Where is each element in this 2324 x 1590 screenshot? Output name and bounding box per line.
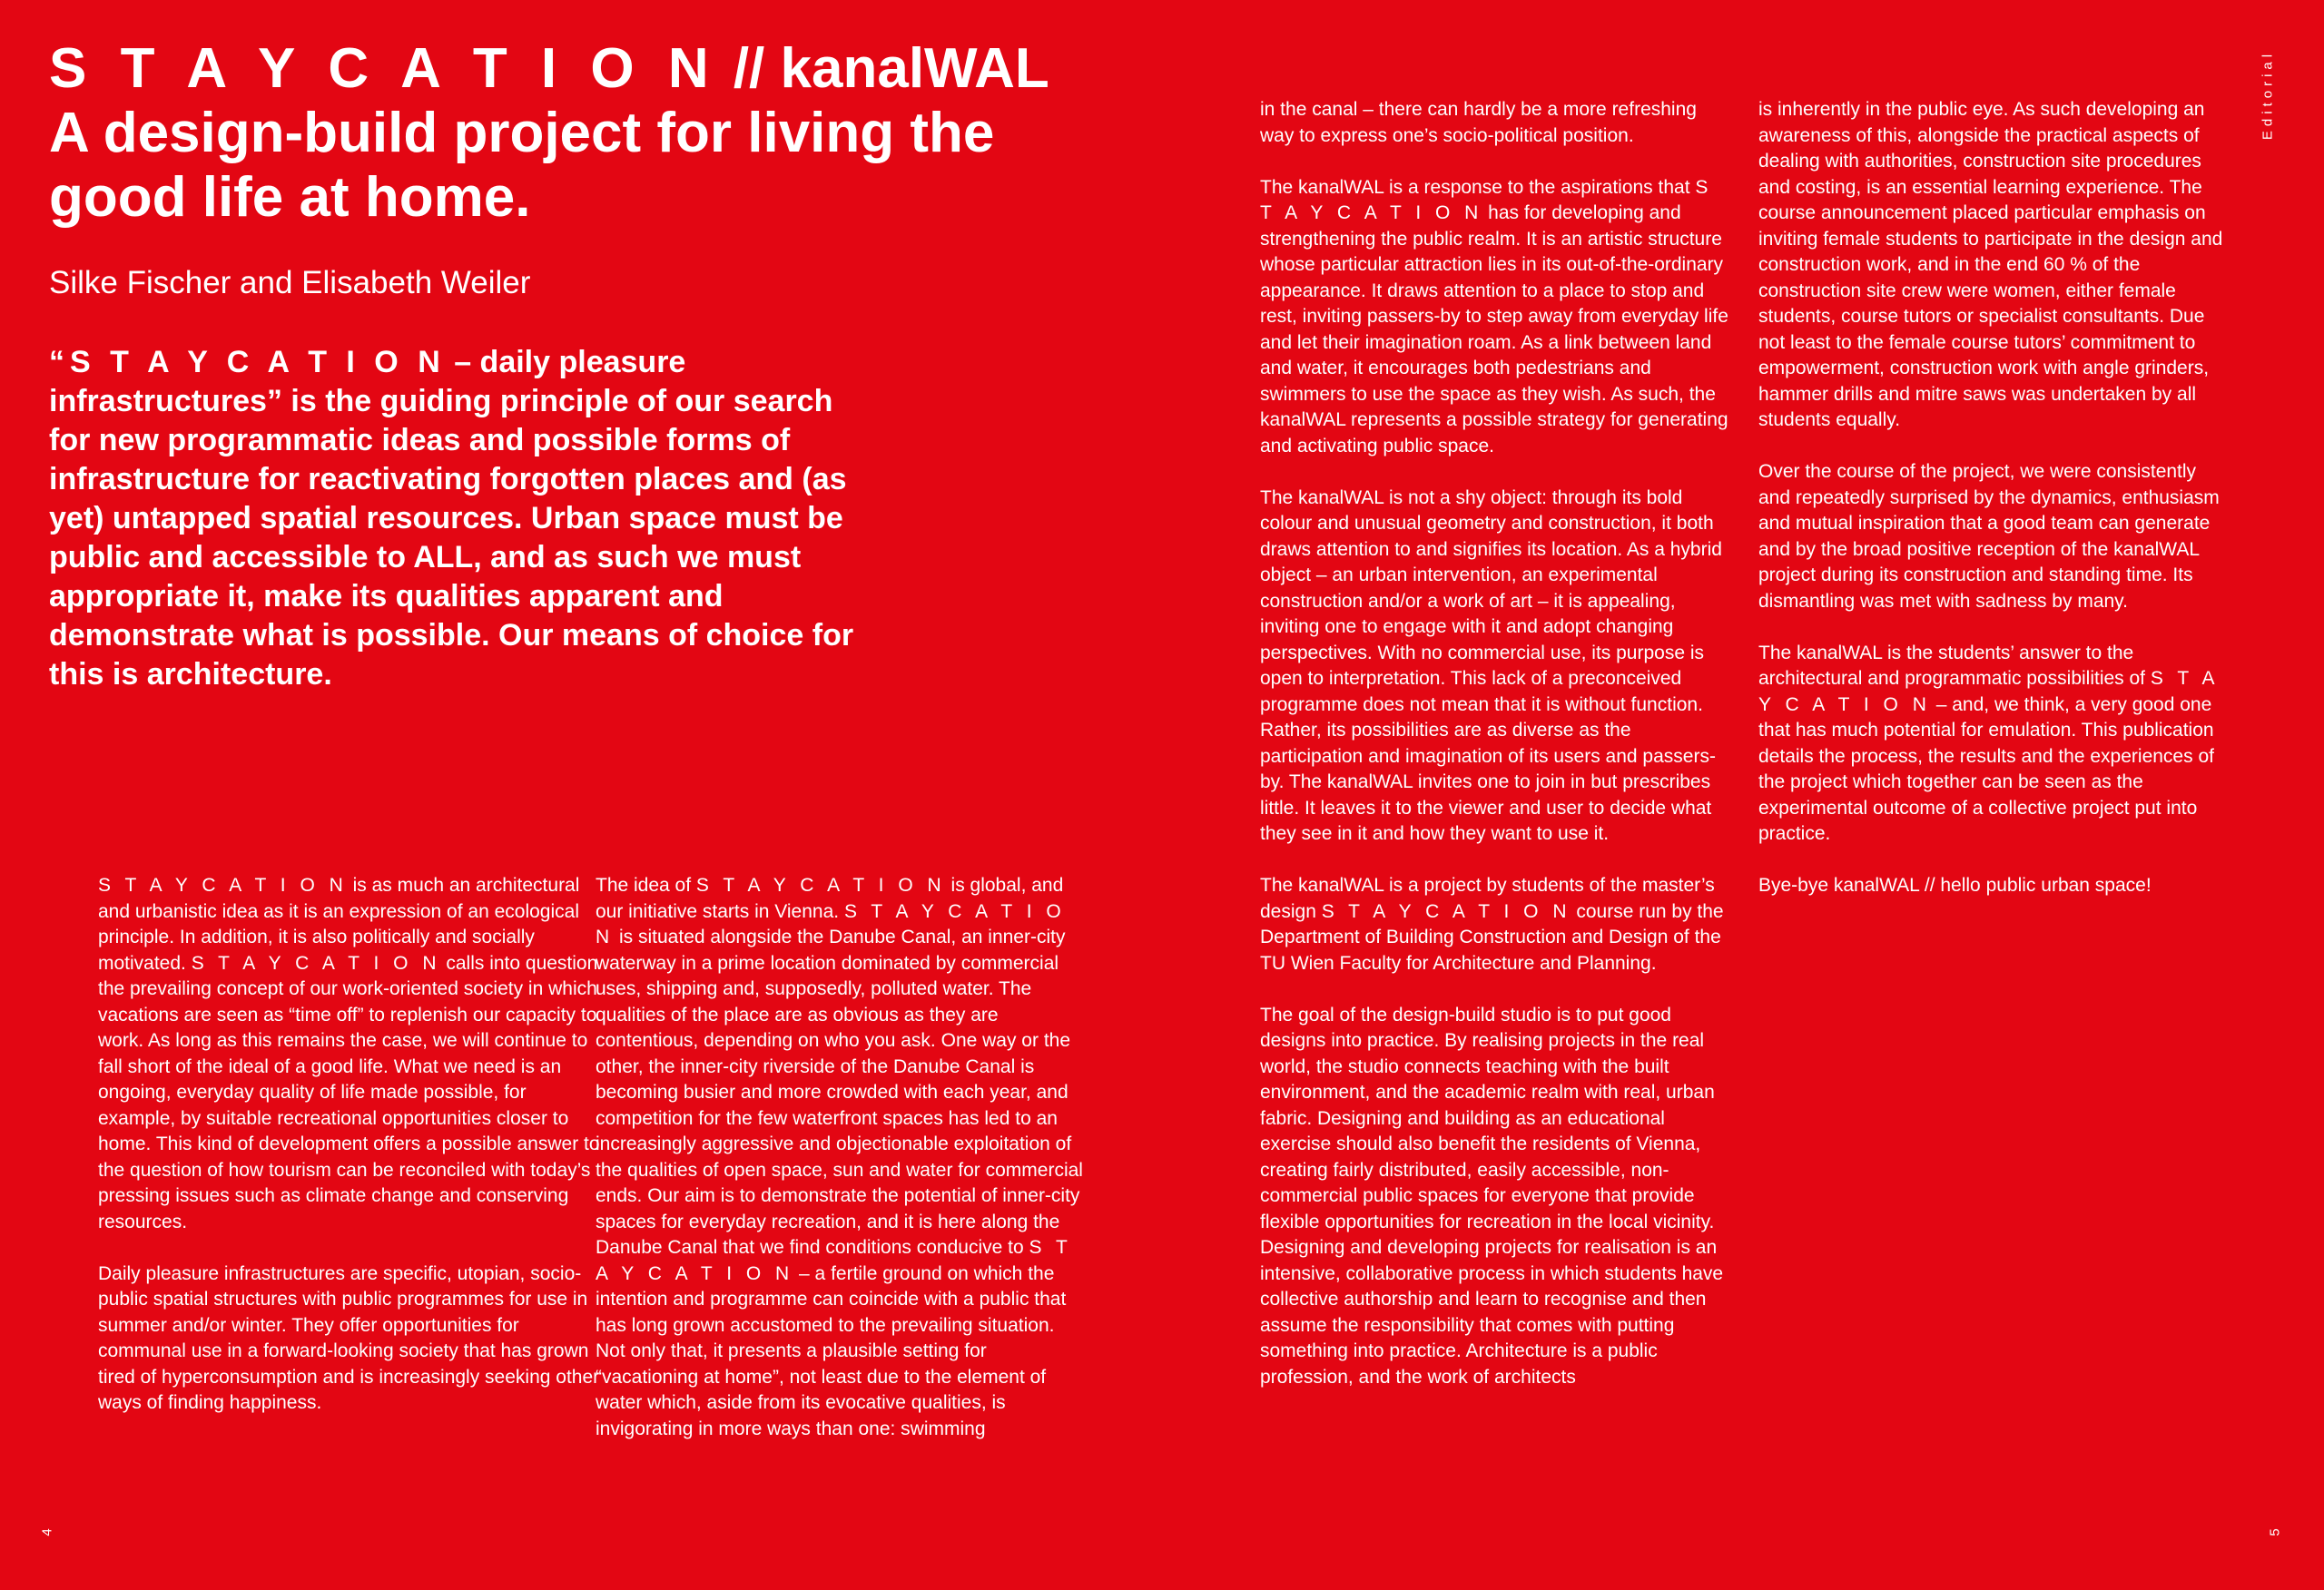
paragraph: The kanalWAL is not a shy object: through its bold colour and unusual geometry and construction, it both draws attention to and signifies its location. As a hybrid object – an urban intervention, an experimental construction and/or a work of art – it is appealing, inviting one to engage with it and adopt changing perspectives. With no commercial use, its purpose is open to interpretation. This lack of a preconceived programme does not mean that it is without function. Rather, its possibilities are as diverse as the participation and imagination of its users and passers-by. The kanalWAL invites one to join in but prescribes little. It leaves it to the viewer and user to decide what they see in it and how they want to use it. [1260,486,1722,844]
lead-staycation: “S T A Y C A T I O N [49,345,446,379]
body-column-3 [1260,97,1732,1390]
paragraph: is inherently in the public eye. As such developing an awareness of this, alongside the practical aspects of dealing with authorities, construction site procedures and costing, is an essential learning experience. The course announcement placed particular emphasis on inviting female students to participate in the design and construction work, and in the end 60 % of the construction site crew were women, either female students, course tutors or specialist consultants. Due not least to the female course tutors’ commitment to empowerment, construction work with angle grinders, hammer drills and mitre saws was undertaken by all students equally. [1758,99,2223,430]
text-run: The idea of [596,875,696,896]
paragraph: The goal of the design-build studio is to put good designs into practice. By realising projects in the real world, the studio connects teaching with the built environment, and the academic realm with real, urban fabric. Designing and building as an educational exercise should also benefit the residents of Vienna, creating fairly distributed, easily accessible, non-commercial public spaces for everyone that provide flexible opportunities for recreation in the local vicinity. Designing and developing projects for realisation is an intensive, collaborative process in which students have collective authorship and learn to recognise and then assume the responsibility that comes with putting something into practice. Architecture is a public profession, and the work of architects [1260,1004,1724,1388]
authors-byline: Silke Fischer and Elisabeth Weiler [49,265,531,300]
text-run: is situated alongside the Danube Canal, an inner-city waterway in a prime location dominated by commercial uses, shipping and, supposedly, polluted water. The qualities of the place are as obvious as they are contentious, depending on who you ask. One way or the other, the inner-city riverside of the Danube Canal is becoming busier and more crowded with each year, and competition for the few waterfront spaces has led to an increasingly aggressive and objectionable exploitation of the qualities of open space, sun and water for commercial ends. Our aim is to demonstrate the potential of inner-city spaces for everyday recreation, and it is here along the Danube Canal that we find conditions conducive to [596,927,1083,1258]
title-subtitle: A design-build project for living the good life at home. [49,102,995,229]
staycation-word: S T A Y C A T I O N [596,1237,1072,1284]
body-column-2 [596,873,1086,1442]
paragraph [596,873,1086,1442]
article-title [49,36,1093,230]
title-kanalwal: // kanalWAL [717,37,1049,100]
paragraph: Bye-bye kanalWAL // hello public urban space! [1758,875,2152,896]
text-run: The kanalWAL is a response to the aspirations that [1260,176,1696,198]
paragraph [1758,641,2230,848]
section-runner: Editorial [2260,49,2276,141]
staycation-word: S T A Y C A T I O N [596,900,1066,947]
staycation-word: S T A Y C A T I O N [191,952,441,974]
staycation-word: S T A Y C A T I O N [1321,900,1571,922]
body-column-1 [98,873,606,1417]
staycation-word: S T A Y C A T I O N [1758,668,2219,715]
title-staycation: S T A Y C A T I O N [49,37,718,100]
paragraph [1260,175,1732,460]
body-column-4 [1758,97,2230,899]
lead-text: – daily pleasure infrastructures” is the guiding principle of our search for new programmatic ideas and possible forms of infrastructure for reactivating forgotten places and (as yet) untapped spatial resources. Urban space must be public and accessible to ALL, and as such we must appropriate it, make its qualities apparent and demonstrate what is possible. Our means of choice for this is architecture. [49,345,854,692]
staycation-word: S T A Y C A T I O N [695,875,946,896]
paragraph: in the canal – there can hardly be a more refreshing way to express one’s socio-political position. [1260,99,1697,146]
text-run: – and, we think, a very good one that has much potential for emulation. This publication details the process, the results and the experiences of the project which together can be seen as the experimental outcome of a collective project put into practice. [1758,693,2214,844]
lead-paragraph [49,343,866,694]
text-run: The kanalWAL is a project by students of the master’s design [1260,875,1715,922]
page-number-right: 5 [2267,1528,2283,1536]
paragraph: Over the course of the project, we were consistently and repeatedly surprised by the dynamics, enthusiasm and mutual inspiration that a good team can generate and by the broad positive reception of the kanalWAL project during its construction and standing time. Its dismantling was met with sadness by many. [1758,461,2220,612]
text-run: course run by the Department of Building Construction and Design of the TU Wien Faculty for Architecture and Planning. [1260,900,1724,974]
staycation-word: S T A Y C A T I O N [1260,176,1713,223]
page-number-left: 4 [39,1528,55,1536]
text-run: calls into question the prevailing concept of our work-oriented society in which vacations are seen as “time off” to replenish our capacity to work. As long as this remains the case, we will continue to fall short of the ideal of a good life. What we need is an ongoing, everyday quality of life made possible, for example, by suitable recreational opportunities closer to home. This kind of development offers a possible answer to the question of how tourism can be reconciled with today’s pressing issues such as climate change and conserving resources. [98,952,600,1232]
paragraph [98,873,606,1235]
text-run: is as much an architectural and urbanistic idea as it is an expression of an ecological principle. In addition, it is also politically and socially motivated. [98,875,580,974]
text-run: is global, and our initiative starts in Vienna. [596,875,1064,922]
text-run: – a fertile ground on which the intention and programme can coincide with a public that has long grown accustomed to the prevailing situation. Not only that, it presents a plausible setting for “vacationing at home”, not least due to the element of water which, aside from its evocative qualities, is invigorating in more ways than one: swimming [596,1262,1067,1439]
text-run: The kanalWAL is the students’ answer to the architectural and programmatic possibilities of [1758,642,2151,689]
paragraph [1260,873,1732,977]
paragraph: Daily pleasure infrastructures are specific, utopian, socio-public spatial structures with public programmes for use in summer and/or winter. They offer opportunities for communal use in a forward-looking society that has grown tired of hyperconsumption and is increasingly seeking other ways of finding happiness. [98,1262,600,1413]
staycation-word: S T A Y C A T I O N [98,875,348,896]
text-run: has for developing and strengthening the public realm. It is an artistic structure whose particular attraction lies in its out-of-the-ordinary appearance. It draws attention to a place to stop and rest, inviting passers-by to step away from everyday life and let their imagination roam. As a link between land and water, it encourages both pedestrians and swimmers to use the space as they wish. As such, the kanalWAL represents a possible strategy for generating and activating public space. [1260,202,1728,456]
